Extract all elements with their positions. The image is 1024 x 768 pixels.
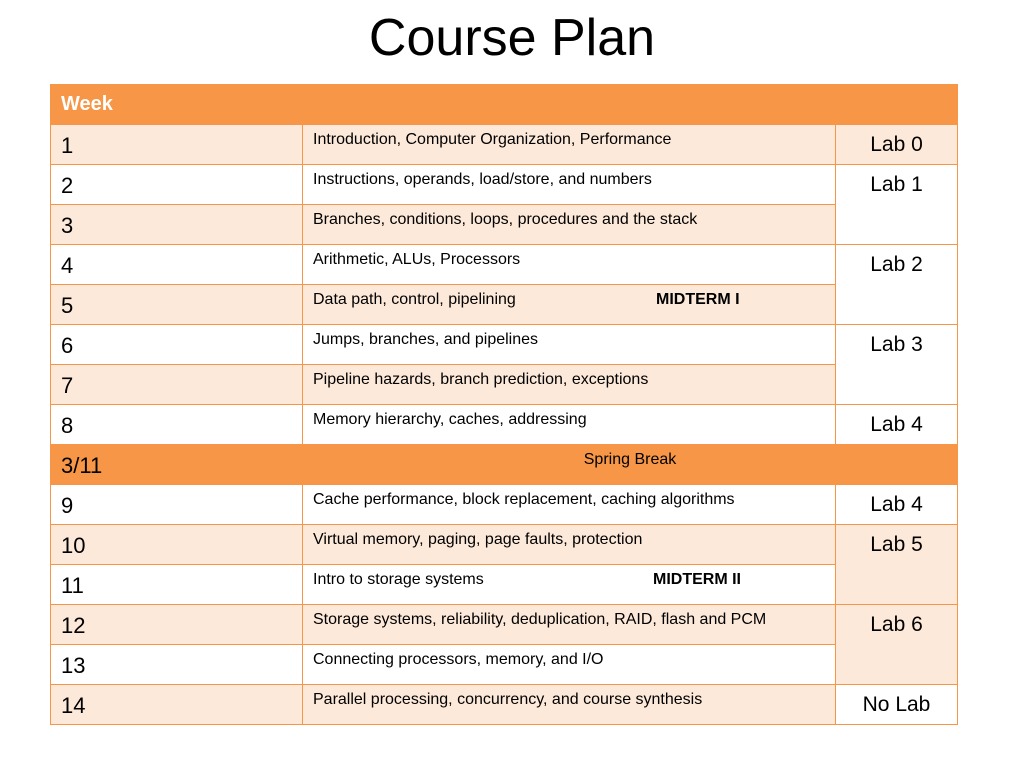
- table-row: [51, 245, 958, 285]
- topic-cell: Cache performance, block replacement, caching algorithms: [303, 485, 836, 525]
- topic-cell: [303, 285, 836, 325]
- course-plan-table: [50, 84, 958, 725]
- table-row: [51, 205, 958, 245]
- week-cell: 9: [51, 485, 303, 525]
- topic-cell: Spring Break: [303, 445, 958, 485]
- topic-cell: Pipeline hazards, branch prediction, exceptions: [303, 365, 836, 405]
- week-header: Week: [51, 85, 303, 125]
- table-row: [51, 605, 958, 645]
- midterm-label: MIDTERM II: [653, 571, 741, 588]
- lab-cell: Lab 4: [836, 485, 958, 525]
- lab-cell: Lab 2: [836, 245, 958, 325]
- lab-cell: Lab 3: [836, 325, 958, 405]
- week-cell: 6: [51, 325, 303, 365]
- topic-cell: [303, 565, 836, 605]
- week-cell: 7: [51, 365, 303, 405]
- topic-text: Intro to storage systems: [313, 571, 484, 588]
- table-row: [51, 645, 958, 685]
- table-row: [51, 125, 958, 165]
- week-cell: 3: [51, 205, 303, 245]
- table-row: [51, 485, 958, 525]
- table-row: [51, 285, 958, 325]
- topic-cell: Jumps, branches, and pipelines: [303, 325, 836, 365]
- lab-cell: Lab 6: [836, 605, 958, 685]
- lab-cell: Lab 0: [836, 125, 958, 165]
- week-cell: 5: [51, 285, 303, 325]
- lab-cell: Lab 4: [836, 405, 958, 445]
- topic-cell: Introduction, Computer Organization, Performance: [303, 125, 836, 165]
- midterm-label: MIDTERM I: [656, 291, 740, 308]
- week-cell: 12: [51, 605, 303, 645]
- table-row: [51, 365, 958, 405]
- table-row: [51, 325, 958, 365]
- week-cell: 14: [51, 685, 303, 725]
- week-cell: 11: [51, 565, 303, 605]
- lab-cell: Lab 1: [836, 165, 958, 245]
- topic-cell: Memory hierarchy, caches, addressing: [303, 405, 836, 445]
- topic-cell: Instructions, operands, load/store, and numbers: [303, 165, 836, 205]
- topic-cell: Virtual memory, paging, page faults, protection: [303, 525, 836, 565]
- topic-text: Data path, control, pipelining: [313, 291, 516, 308]
- table-row: [51, 165, 958, 205]
- week-cell: 3/11: [51, 445, 303, 485]
- week-cell: 13: [51, 645, 303, 685]
- topic-cell: Storage systems, reliability, deduplication, RAID, flash and PCM: [303, 605, 836, 645]
- topic-cell: Connecting processors, memory, and I/O: [303, 645, 836, 685]
- week-cell: 8: [51, 405, 303, 445]
- topic-cell: Arithmetic, ALUs, Processors: [303, 245, 836, 285]
- header-blank: [303, 85, 958, 125]
- week-cell: 2: [51, 165, 303, 205]
- week-cell: 4: [51, 245, 303, 285]
- topic-cell: Branches, conditions, loops, procedures and the stack: [303, 205, 836, 245]
- week-cell: 10: [51, 525, 303, 565]
- lab-cell: Lab 5: [836, 525, 958, 605]
- table-row: [51, 405, 958, 445]
- table-row: [51, 685, 958, 725]
- topic-cell: Parallel processing, concurrency, and course synthesis: [303, 685, 836, 725]
- page-title: Course Plan: [368, 9, 656, 67]
- week-cell: 1: [51, 125, 303, 165]
- spring-break-row: [51, 445, 958, 485]
- table-row: [51, 525, 958, 565]
- table-row: [51, 565, 958, 605]
- table-header-row: [51, 85, 958, 125]
- lab-cell: No Lab: [836, 685, 958, 725]
